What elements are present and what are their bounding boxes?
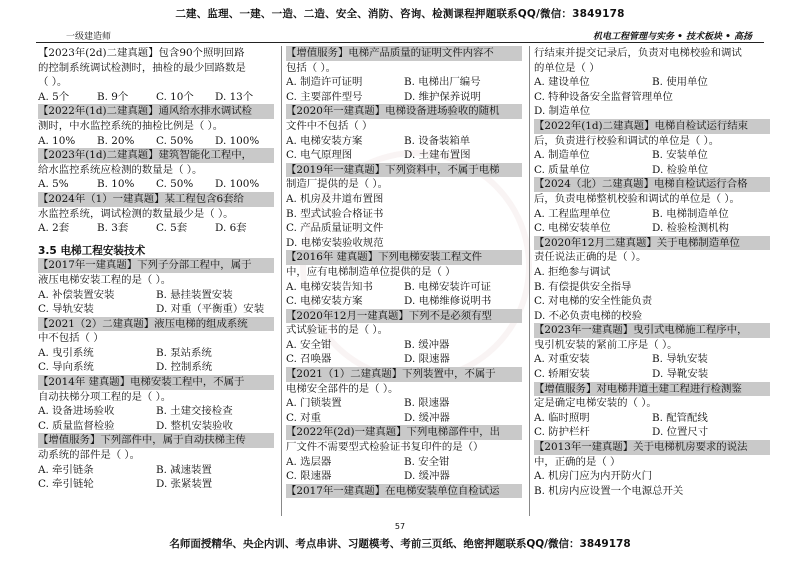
line-text: 【2023年一建真题】曳引式电梯施工程序中， [534, 324, 748, 337]
question-text-line [38, 163, 274, 178]
option-text: D. 100% [215, 134, 260, 147]
line-text: （ ）。 [38, 76, 68, 89]
question-text-line [286, 192, 522, 207]
option-text: A. 工程监理单位 [534, 207, 611, 220]
line-text: 后，负责电梯整机校验和调试的单位是（ ）。 [534, 192, 740, 205]
line-text: 中不包括（ ） [38, 332, 104, 345]
line-text: 【2021（2）二建真题】液压电梯的组成系统 [38, 317, 248, 330]
line-text: 【2023年(1d)二建真题】建筑智能化工程中， [38, 149, 253, 162]
question-text-line [534, 104, 770, 119]
option-text: A. 安全钳 [286, 338, 332, 351]
question-text-line [38, 75, 274, 90]
option-text: D. 导靴安装 [652, 368, 709, 381]
option-text: A. 2套 [38, 222, 70, 235]
question-text-line [286, 236, 522, 251]
question-header-line [286, 250, 522, 265]
option-text: C. 10个 [156, 90, 194, 103]
option-line [38, 221, 274, 236]
question-text-line [286, 221, 522, 236]
question-header-line [38, 192, 274, 207]
line-text: 【2017年一建真题】下列子分部工程中，属于 [38, 259, 252, 272]
question-header-line [38, 104, 274, 119]
column-divider [529, 46, 530, 516]
option-text: D. 13个 [215, 90, 254, 103]
option-text: C. 牵引链轮 [38, 478, 94, 491]
option-text: B. 3套 [97, 222, 129, 235]
page-number: 57 [394, 522, 406, 531]
option-text: C. 质量单位 [534, 163, 590, 176]
option-line [286, 280, 522, 295]
question-text-line [38, 390, 274, 405]
option-text: D. 位置尺寸 [652, 426, 709, 439]
option-text: C. 质量监督检验 [38, 419, 115, 432]
question-header-line [534, 382, 770, 397]
line-text: 液压电梯安装工程的是（ ）。 [38, 273, 172, 286]
question-text-line [286, 207, 522, 222]
line-text: 包括（ ）。 [286, 61, 337, 74]
option-text: D. 缓冲器 [404, 411, 450, 424]
option-text: A. 5个 [38, 90, 70, 103]
line-text: 【2024年（1）一建真题】某工程包含6套给 [38, 192, 244, 205]
option-text: B. 限速器 [404, 397, 450, 410]
option-line [286, 75, 522, 90]
option-text: C. 电梯安装单位 [534, 222, 611, 235]
option-text: D. 6套 [215, 222, 247, 235]
question-text-line [286, 177, 522, 192]
question-text-line [286, 440, 522, 455]
line-text: B. 型式试验合格证书 [286, 207, 384, 220]
option-text: A. 设备进场验收 [38, 405, 115, 418]
option-text: A. 选层器 [286, 455, 332, 468]
question-header-line [286, 104, 522, 119]
line-text: A. 拒绝参与调试 [534, 265, 611, 278]
option-text: D. 检验单位 [652, 163, 709, 176]
option-text: C. 限速器 [286, 470, 332, 483]
option-text: A. 补偿装置安装 [38, 288, 115, 301]
option-line [38, 404, 274, 419]
option-line [38, 288, 274, 303]
option-line [286, 396, 522, 411]
question-header-line [534, 119, 770, 134]
question-text-line [534, 484, 770, 499]
line-text: 【2016年 建真题】下列电梯安装工程文件 [286, 251, 482, 264]
line-text: D. 不必负责电梯的校验 [534, 309, 643, 322]
line-text: 制造厂提供的是（ ）。 [286, 178, 389, 191]
option-text: A. 制造许可证明 [286, 76, 363, 89]
question-text-line [38, 207, 274, 222]
line-text: 责任说法正确的是（ ）。 [534, 251, 647, 264]
line-text: 【2024（北）二建真题】电梯自检试运行合格 [534, 178, 748, 191]
option-line [534, 367, 770, 382]
option-line [286, 294, 522, 309]
option-text: B. 配管配线 [652, 411, 708, 424]
option-text: C. 50% [156, 134, 194, 147]
option-text: C. 对重 [286, 411, 321, 424]
option-text: D. 维护保养说明 [404, 90, 481, 103]
line-text: D. 电梯安装验收规范 [286, 236, 384, 249]
option-text: D. 100% [215, 178, 260, 191]
option-text: A. 曳引系统 [38, 346, 94, 359]
question-text-line [534, 46, 770, 61]
option-text: A. 5% [38, 178, 69, 191]
option-text: D. 电梯维修说明书 [404, 295, 492, 308]
option-text: B. 10% [97, 178, 135, 191]
option-text: D. 限速器 [404, 353, 450, 366]
question-header-line [534, 236, 770, 251]
option-line [38, 346, 274, 361]
line-text: 文件中不包括（ ） [286, 119, 373, 132]
top-banner: 二建、监理、一建、一造、二造、安全、消防、咨询、检测课程押题联系QQ/微信：3849178 [175, 8, 625, 20]
option-text: A. 临时照明 [534, 411, 590, 424]
header-left: 一级建造师 [66, 32, 112, 42]
question-header-line [534, 323, 770, 338]
question-text-line [38, 273, 274, 288]
header-right: 机电工程管理与实务 • 技术板块 • 高扬 [592, 32, 752, 42]
text-column-left [38, 46, 274, 516]
line-text: 定是确定电梯安装的（ ）。 [534, 397, 657, 410]
option-text: C. 导向系统 [38, 361, 94, 374]
line-text: 后，负责进行校验和调试的单位是（ ）。 [534, 134, 720, 147]
option-text: D. 对重（平衡重）安装 [156, 303, 265, 316]
question-text-line [534, 309, 770, 324]
line-text: 【2020年12月一建真题】下列不是必须有型 [286, 309, 492, 322]
line-text: 【2019年一建真题】下列资料中，不属于电梯 [286, 163, 500, 176]
option-text: B. 减速装置 [156, 463, 212, 476]
line-text: D. 制造单位 [534, 105, 591, 118]
option-text: B. 电梯制造单位 [652, 207, 729, 220]
question-header-line [534, 177, 770, 192]
line-text: C. 产品质量证明文件 [286, 222, 384, 235]
line-text: 的单位是（ ） [534, 61, 600, 74]
question-text-line [534, 250, 770, 265]
option-text: B. 9个 [97, 90, 129, 103]
column-divider [281, 46, 282, 516]
option-line [286, 411, 522, 426]
option-text: C. 导轨安装 [38, 303, 94, 316]
option-text: A. 牵引链条 [38, 463, 94, 476]
question-text-line [38, 61, 274, 76]
line-text: 电梯安全部件的是（ ）。 [286, 382, 399, 395]
line-text: 【增值服务】对电梯井道土建工程进行检测鉴 [534, 382, 742, 395]
question-text-line [534, 134, 770, 149]
line-text: 中，应有电梯制造单位提供的是（ ） [286, 265, 456, 278]
question-text-line [286, 382, 522, 397]
option-text: C. 电气原理图 [286, 149, 353, 162]
option-line [286, 352, 522, 367]
option-text: D. 检验检测机构 [652, 222, 729, 235]
line-text: 【2013年一建真题】关于电梯机房要求的说法 [534, 441, 748, 454]
option-text: D. 缓冲器 [404, 470, 450, 483]
option-text: B. 安全钳 [404, 455, 450, 468]
question-header-line [38, 148, 274, 163]
option-text: B. 设备装箱单 [404, 134, 471, 147]
question-text-line [534, 265, 770, 280]
question-header-line [38, 433, 274, 448]
section-heading [38, 244, 274, 259]
question-header-line [286, 46, 522, 61]
option-text: B. 悬挂装置安装 [156, 288, 233, 301]
option-text: C. 电梯安装方案 [286, 295, 363, 308]
question-text-line [38, 46, 274, 61]
option-line [286, 455, 522, 470]
question-text-line [38, 119, 274, 134]
option-line [534, 352, 770, 367]
option-line [286, 148, 522, 163]
option-text: B. 20% [97, 134, 135, 147]
option-line [38, 90, 274, 105]
line-text: 的控制系统调试检测时，抽检的最少回路数是 [38, 61, 246, 74]
option-text: B. 土建交接检查 [156, 405, 233, 418]
option-line [534, 207, 770, 222]
question-header-line [38, 258, 274, 273]
line-text: A. 机房门应为内开防火门 [534, 470, 653, 483]
line-text: A. 机房及井道布置图 [286, 192, 384, 205]
question-text-line [286, 265, 522, 280]
option-text: B. 电梯出厂编号 [404, 76, 481, 89]
option-text: A. 建设单位 [534, 76, 590, 89]
line-text: 【2020年12月二建真题】关于电梯制造单位 [534, 236, 740, 249]
line-text: C. 对电梯的安全性能负责 [534, 295, 653, 308]
option-text: B. 导轨安装 [652, 353, 708, 366]
option-line [38, 177, 274, 192]
line-text: 【2022年(2d)一建真题】下列电梯部件中，出 [286, 426, 501, 439]
option-text: D. 整机安装验收 [156, 419, 233, 432]
question-header-line [534, 440, 770, 455]
option-line [286, 90, 522, 105]
line-text: 行结束并提交记录后，负责对电梯校验和调试 [534, 47, 742, 59]
bottom-banner: 名师面授精华、央企内训、考点串讲、习题模考、考前三页纸、绝密押题联系QQ/微信：3849178 [169, 538, 631, 550]
question-text-line [286, 323, 522, 338]
option-line [534, 163, 770, 178]
option-line [534, 75, 770, 90]
option-line [534, 425, 770, 440]
option-text: C. 主要部件型号 [286, 90, 363, 103]
line-text: B. 有偿提供安全指导 [534, 280, 632, 293]
line-text: 【2020年一建真题】电梯设备进场验收的随机 [286, 105, 500, 118]
line-text: 【增值服务】下列部件中，属于自动扶梯主传 [38, 434, 246, 447]
text-column-right [534, 46, 770, 516]
option-text: D. 土建布置图 [404, 149, 471, 162]
option-text: C. 防护栏杆 [534, 426, 590, 439]
line-text: 动系统的部件是（ ）。 [38, 449, 141, 462]
question-text-line [534, 280, 770, 295]
option-text: A. 电梯安装告知书 [286, 280, 373, 293]
option-text: A. 门锁装置 [286, 397, 342, 410]
option-text: C. 5套 [156, 222, 188, 235]
line-text: 测时，中水监控系统的抽检比例是（ ）。 [38, 119, 224, 132]
option-line [534, 148, 770, 163]
option-line [534, 221, 770, 236]
option-line [38, 477, 274, 492]
line-text: 【2022年(1d)二建真题】通风给水排水调试检 [38, 105, 253, 118]
option-line [286, 338, 522, 353]
question-text-line [534, 61, 770, 76]
question-text-line [38, 448, 274, 463]
option-line [286, 134, 522, 149]
question-text-line [534, 90, 770, 105]
question-header-line [286, 425, 522, 440]
question-text-line [38, 331, 274, 346]
question-text-line [534, 396, 770, 411]
line-text: 水监控系统，调试检测的数量最少是（ ）。 [38, 207, 234, 220]
option-text: C. 轿厢安装 [534, 368, 590, 381]
question-header-line [286, 163, 522, 178]
option-text: A. 对重安装 [534, 353, 590, 366]
question-text-line [534, 469, 770, 484]
option-text: D. 张紧装置 [156, 478, 213, 491]
option-text: B. 缓冲器 [404, 338, 450, 351]
question-text-line [534, 455, 770, 470]
line-text: 【2017年一建真题】在电梯安装单位自检试运 [286, 484, 500, 497]
question-text-line [534, 338, 770, 353]
line-text: 3.5 电梯工程安装技术 [38, 244, 146, 257]
option-text: C. 召唤器 [286, 353, 332, 366]
line-text: 中，正确的是（ ） [534, 455, 621, 468]
line-text: C. 特种设备安全监督管理单位 [534, 90, 673, 103]
line-text: 式试验证书的是（ ）。 [286, 324, 389, 337]
line-text: 自动扶梯分项工程的是（ ）。 [38, 390, 172, 403]
question-text-line [534, 192, 770, 207]
line-text: 【2014年 建真题】电梯安装工程中，不属于 [38, 376, 245, 389]
question-header-line [286, 367, 522, 382]
line-text: 给水监控系统应检测的数量是（ ）。 [38, 163, 203, 176]
question-header-line [286, 309, 522, 324]
line-text: 【2022年(1d)二建真题】电梯自检试运行结束 [534, 119, 749, 132]
text-column-middle [286, 46, 522, 516]
line-text: 【增值服务】电梯产品质量的证明文件内容不 [286, 47, 494, 59]
option-text: B. 安装单位 [652, 149, 708, 162]
question-text-line [286, 61, 522, 76]
option-line [534, 411, 770, 426]
option-text: B. 电梯安装许可证 [404, 280, 491, 293]
option-line [38, 463, 274, 478]
option-line [38, 360, 274, 375]
option-text: A. 10% [38, 134, 76, 147]
question-header-line [38, 317, 274, 332]
question-header-line [286, 484, 522, 499]
line-text: B. 机房内应设置一个电源总开关 [534, 484, 684, 497]
option-text: B. 使用单位 [652, 76, 708, 89]
line-text: 厂文件不需要型式检验证书复印件的是（） [286, 441, 484, 454]
question-header-line [38, 375, 274, 390]
section-gap [38, 236, 274, 244]
option-text: B. 泵站系统 [156, 346, 212, 359]
running-header [36, 28, 764, 43]
option-line [38, 134, 274, 149]
option-line [286, 469, 522, 484]
option-line [38, 302, 274, 317]
line-text: 曳引机安装的紧前工序是（ ）。 [534, 338, 678, 351]
option-text: C. 50% [156, 178, 194, 191]
line-text: 【2021（1）二建真题】下列装置中，不属于 [286, 368, 496, 381]
question-text-line [286, 119, 522, 134]
option-text: A. 制造单位 [534, 149, 590, 162]
option-text: A. 电梯安装方案 [286, 134, 363, 147]
option-text: D. 控制系统 [156, 361, 213, 374]
line-text: 【2023年(2d)二建真题】包含90个照明回路 [38, 47, 245, 59]
option-line [38, 419, 274, 434]
question-text-line [534, 294, 770, 309]
